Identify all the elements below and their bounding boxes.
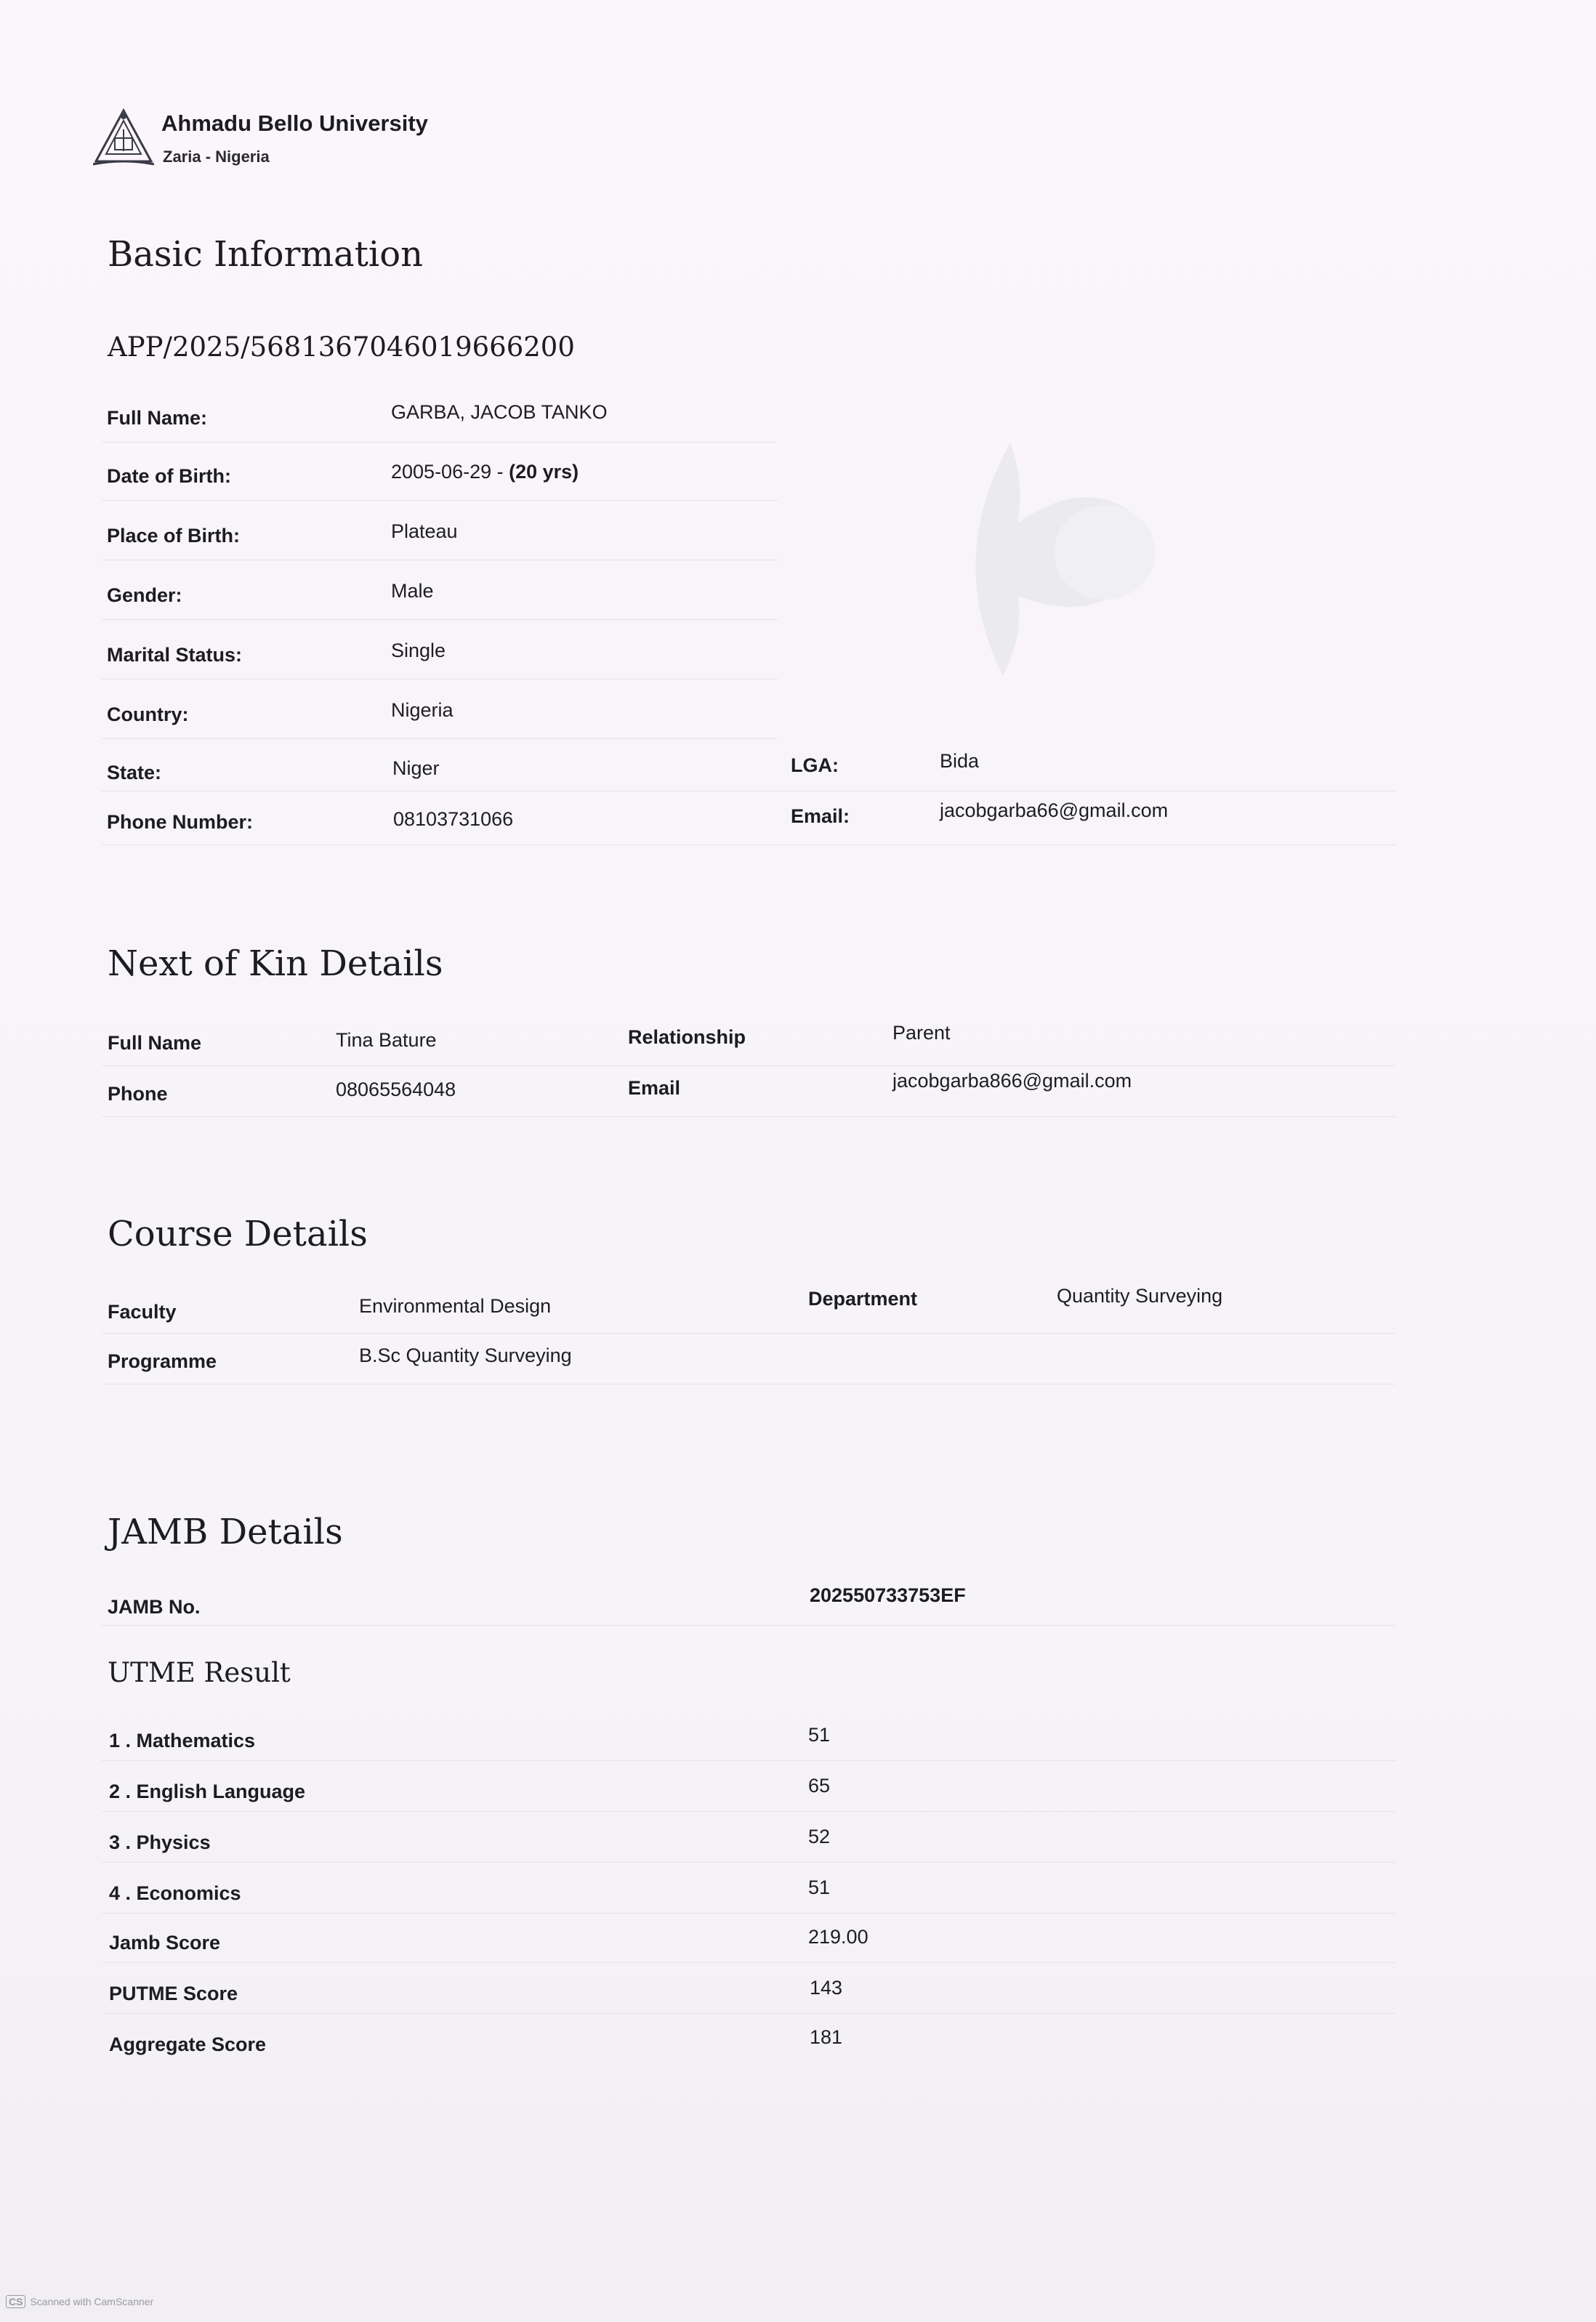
programme-label: Programme bbox=[108, 1350, 217, 1372]
university-name: Ahmadu Bello University bbox=[161, 110, 428, 136]
full-name-label: Full Name: bbox=[107, 407, 208, 429]
age-value: (20 yrs) bbox=[509, 461, 579, 483]
divider bbox=[102, 1862, 1395, 1863]
faculty-label: Faculty bbox=[108, 1301, 177, 1323]
department-label: Department bbox=[808, 1288, 918, 1310]
dob-label: Date of Birth: bbox=[107, 465, 231, 487]
utme-subject-score: 51 bbox=[808, 1724, 831, 1746]
scanner-watermark bbox=[6, 2295, 153, 2308]
kin-phone-label: Phone bbox=[108, 1083, 168, 1105]
state-value: Niger bbox=[392, 757, 440, 779]
divider bbox=[102, 1065, 1395, 1066]
divider bbox=[102, 1811, 1395, 1812]
phone-value: 08103731066 bbox=[393, 808, 514, 830]
kin-name-label: Full Name bbox=[108, 1032, 202, 1054]
divider bbox=[102, 619, 778, 620]
dob-value bbox=[391, 461, 579, 483]
aggregate-score-value: 181 bbox=[810, 2026, 843, 2048]
divider bbox=[102, 1333, 1395, 1334]
gender-label: Gender: bbox=[107, 584, 182, 606]
utme-subject-score: 51 bbox=[808, 1876, 831, 1898]
jamb-score-label: Jamb Score bbox=[109, 1932, 221, 1954]
next-of-kin-heading: Next of Kin Details bbox=[108, 943, 443, 984]
marital-status-label: Marital Status: bbox=[107, 644, 243, 666]
divider bbox=[102, 1760, 1395, 1761]
scanner-text: Scanned with CamScanner bbox=[30, 2296, 154, 2307]
utme-subject-label: 1 . Mathematics bbox=[109, 1730, 256, 1751]
pob-label: Place of Birth: bbox=[107, 525, 241, 547]
state-label: State: bbox=[107, 762, 162, 783]
application-id: APP/2025/5681367046019666200 bbox=[108, 331, 575, 363]
kin-relationship-label: Relationship bbox=[628, 1026, 746, 1048]
programme-value: B.Sc Quantity Surveying bbox=[359, 1345, 572, 1366]
divider bbox=[102, 738, 778, 739]
full-name-value: GARBA, JACOB TANKO bbox=[391, 401, 608, 423]
pob-value: Plateau bbox=[391, 520, 458, 542]
dob-date: 2005-06-29 - bbox=[391, 461, 509, 483]
kin-email-value: jacobgarba866@gmail.com bbox=[892, 1070, 1132, 1092]
lga-value: Bida bbox=[940, 750, 980, 772]
jamb-score-value: 219.00 bbox=[808, 1926, 868, 1948]
utme-subject-score: 52 bbox=[808, 1826, 831, 1847]
kin-relationship-value: Parent bbox=[892, 1022, 951, 1044]
department-value: Quantity Surveying bbox=[1057, 1285, 1223, 1307]
email-label: Email: bbox=[791, 805, 850, 827]
divider bbox=[102, 2013, 1395, 2014]
divider bbox=[102, 500, 778, 501]
country-label: Country: bbox=[107, 704, 189, 725]
divider bbox=[102, 1116, 1395, 1117]
phone-label: Phone Number: bbox=[107, 811, 254, 833]
utme-subject-label: 3 . Physics bbox=[109, 1831, 211, 1853]
divider bbox=[102, 1913, 1395, 1914]
divider bbox=[102, 442, 778, 443]
divider bbox=[102, 1625, 1395, 1626]
utme-subject-score: 65 bbox=[808, 1775, 831, 1797]
faculty-value: Environmental Design bbox=[359, 1295, 552, 1317]
divider bbox=[102, 844, 1395, 845]
jamb-no-label: JAMB No. bbox=[108, 1596, 201, 1618]
divider bbox=[102, 679, 778, 680]
gender-value: Male bbox=[391, 580, 434, 602]
putme-score-value: 143 bbox=[810, 1977, 843, 1999]
university-logo-icon bbox=[93, 108, 154, 169]
utme-result-heading: UTME Result bbox=[108, 1657, 291, 1688]
camscanner-icon: CS bbox=[6, 2295, 25, 2308]
putme-score-label: PUTME Score bbox=[109, 1983, 238, 2004]
kin-email-label: Email bbox=[628, 1077, 681, 1099]
basic-info-heading: Basic Information bbox=[108, 234, 424, 275]
course-details-heading: Course Details bbox=[108, 1214, 368, 1254]
utme-subject-label: 4 . Economics bbox=[109, 1882, 241, 1904]
aggregate-score-label: Aggregate Score bbox=[109, 2033, 267, 2055]
kin-name-value: Tina Bature bbox=[336, 1029, 437, 1051]
marital-status-value: Single bbox=[391, 640, 446, 661]
jamb-details-heading: JAMB Details bbox=[108, 1512, 343, 1552]
email-value: jacobgarba66@gmail.com bbox=[940, 799, 1169, 821]
utme-subject-label: 2 . English Language bbox=[109, 1781, 306, 1802]
country-value: Nigeria bbox=[391, 699, 454, 721]
passport-photo bbox=[930, 429, 1206, 690]
jamb-no-value: 202550733753EF bbox=[810, 1584, 966, 1606]
divider bbox=[102, 1962, 1395, 1963]
kin-phone-value: 08065564048 bbox=[336, 1079, 456, 1100]
lga-label: LGA: bbox=[791, 754, 839, 776]
university-location: Zaria - Nigeria bbox=[163, 148, 270, 166]
